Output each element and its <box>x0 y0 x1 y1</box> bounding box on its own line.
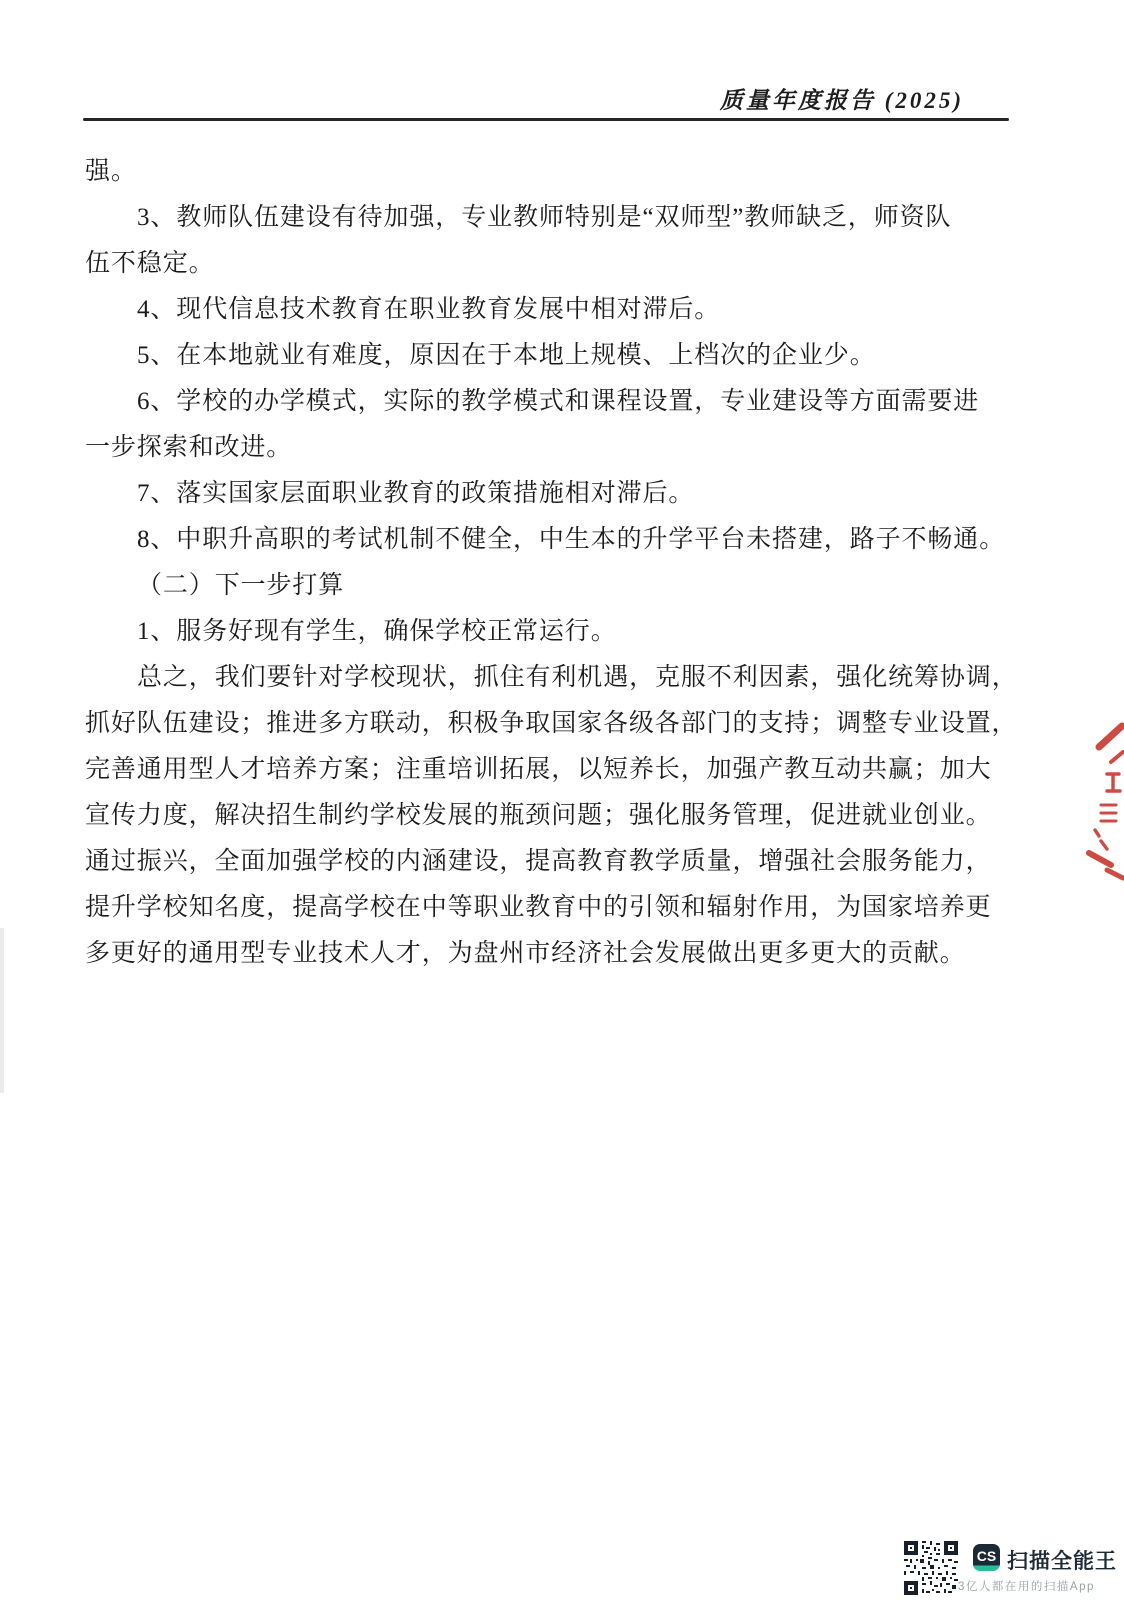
body-line: 宣传力度，解决招生制约学校发展的瓶颈问题；强化服务管理，促进就业创业。 <box>85 802 992 829</box>
body-line: 抓好队伍建设；推进多方联动，积极争取国家各级各部门的支持；调整专业设置， <box>85 710 1018 737</box>
camscanner-watermark <box>904 1538 1117 1598</box>
header-divider <box>83 118 1009 121</box>
body-line: 强。 <box>85 158 137 185</box>
body-line: 多更好的通用型专业技术人才，为盘州市经济社会发展做出更多更大的贡献。 <box>85 940 966 967</box>
camscanner-tagline: 3亿人都在用的扫描App <box>958 1581 1095 1593</box>
body-line: 一步探索和改进。 <box>85 434 293 461</box>
body-line: 伍不稳定。 <box>85 250 215 277</box>
scan-edge-artifact <box>0 928 4 1093</box>
document-body <box>85 149 1018 977</box>
qr-code-icon <box>904 1541 958 1595</box>
red-seal-stamp-icon <box>1076 712 1124 884</box>
camscanner-cs-logo: CS <box>973 1544 1000 1571</box>
body-line: 6、学校的办学模式，实际的教学模式和课程设置，专业建设等方面需要进 <box>137 388 980 415</box>
body-line: 1、服务好现有学生，确保学校正常运行。 <box>137 618 617 645</box>
body-line: 提升学校知名度，提高学校在中等职业教育中的引领和辐射作用，为国家培养更 <box>85 894 992 921</box>
page-header-title: 质量年度报告 (2025) <box>719 88 964 113</box>
body-line: 通过振兴，全面加强学校的内涵建设，提高教育教学质量，增强社会服务能力， <box>85 848 992 875</box>
body-line: 完善通用型人才培养方案；注重培训拓展，以短养长，加强产教互动共赢；加大 <box>85 756 992 783</box>
body-line: 总之，我们要针对学校现状，抓住有利机遇，克服不利因素，强化统筹协调， <box>137 664 1018 691</box>
body-line: 4、现代信息技术教育在职业教育发展中相对滞后。 <box>137 296 721 323</box>
body-line: （二）下一步打算 <box>137 572 345 599</box>
body-line: 5、在本地就业有难度，原因在于本地上规模、上档次的企业少。 <box>137 342 876 369</box>
body-line: 7、落实国家层面职业教育的政策措施相对滞后。 <box>137 480 695 507</box>
body-line: 8、中职升高职的考试机制不健全，中生本的升学平台未搭建，路子不畅通。 <box>137 526 1006 553</box>
body-line: 3、教师队伍建设有待加强，专业教师特别是“双师型”教师缺乏，师资队 <box>137 204 952 231</box>
camscanner-app-name: 扫描全能王 <box>1007 1550 1117 1573</box>
